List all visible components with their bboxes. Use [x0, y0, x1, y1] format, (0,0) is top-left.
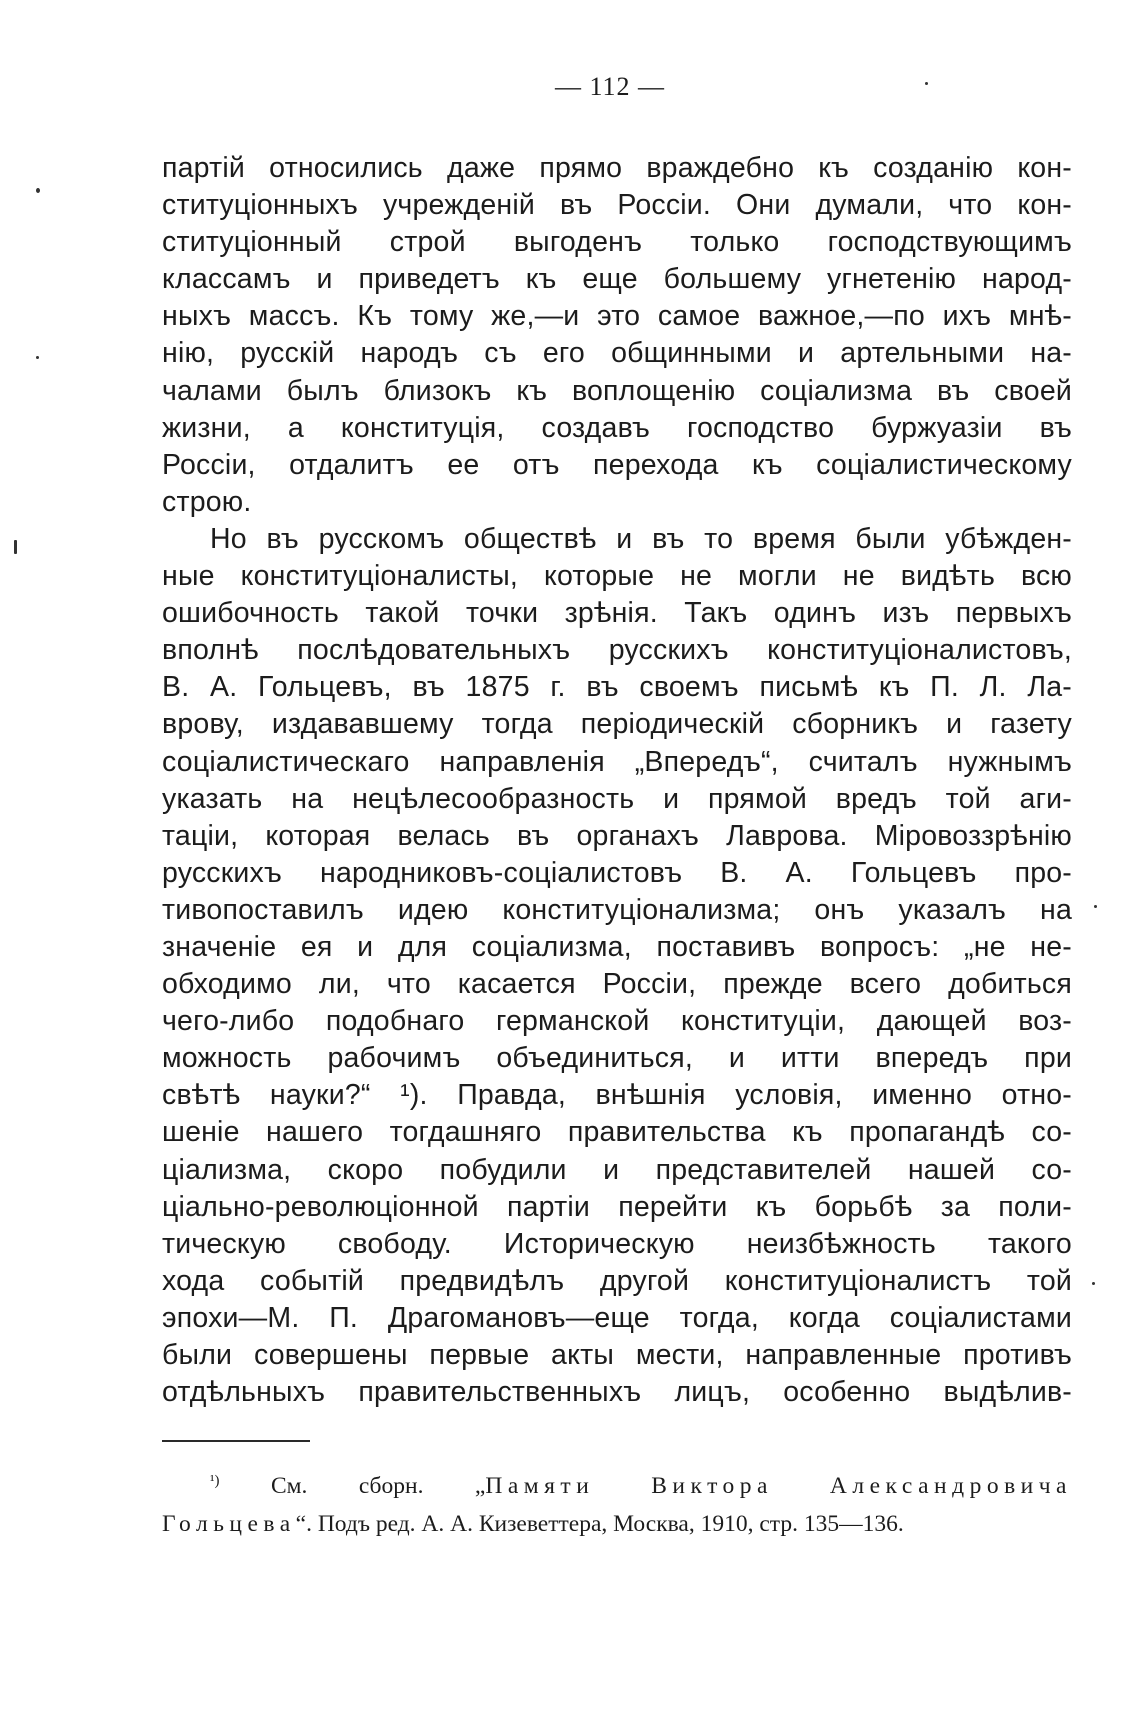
scan-speck: [14, 540, 17, 554]
text-line: В. А. Гольцевъ, въ 1875 г. въ своемъ письмѣ къ П. Л. Ла-: [162, 671, 1072, 704]
text-line: шеніе нашего тогдашняго правительства къ пропагандѣ со-: [162, 1116, 1072, 1149]
text-line: партій относились даже прямо враждебно къ созданію кон-: [162, 152, 1072, 184]
text-line: Но въ русскомъ обществѣ и въ то время были убѣжден-: [210, 522, 1072, 555]
text-line: чего-либо подобнаго германской конституціи, дающей воз-: [162, 1005, 1072, 1038]
page-number: — 112 —: [554, 72, 666, 101]
text-line: чалами былъ близокъ къ воплощенію соціализма въ своей: [162, 374, 1072, 407]
footnote-rest: “. Подъ ред. А. А. Кизеветтера, Москва, 1910, стр. 135—136.: [295, 1511, 904, 1537]
footnote-divider: [162, 1440, 310, 1442]
text-line: ституціонныхъ учрежденій въ Россіи. Они думали, что кон-: [162, 189, 1072, 222]
text-line: тическую свободу. Историческую неизбѣжность такого: [162, 1227, 1072, 1260]
paragraph-1: [162, 150, 1072, 521]
text-line: нію, русскій народъ съ его общинными и артельными на-: [162, 337, 1072, 370]
text-line: хода событій предвидѣлъ другой конституціоналистъ той: [162, 1264, 1072, 1297]
text-line: русскихъ народниковъ-соціалистовъ В. А. Гольцевъ про-: [162, 856, 1072, 889]
text-line: таціи, которая велась въ органахъ Лаврова. Міровоззрѣнію: [162, 819, 1072, 852]
text-line: ституціонный строй выгоденъ только господствующимъ: [162, 226, 1072, 259]
text-line: ошибочность такой точки зрѣнія. Такъ одинъ изъ первыхъ: [162, 597, 1072, 630]
text-line: тивопоставилъ идею конституціонализма; онъ указалъ на: [162, 893, 1072, 926]
footnote-title-part-1: Памяти Виктора Александровича: [485, 1473, 1072, 1499]
text-line: отдѣльныхъ правительственныхъ лицъ, особенно выдѣлив-: [162, 1376, 1072, 1409]
text-line: ные конституціоналисты, которые не могли не видѣть всю: [162, 560, 1072, 593]
text-line: ціально-революціонной партіи перейти къ борьбѣ за поли-: [162, 1190, 1072, 1223]
text-line: эпохи—М. П. Драгомановъ—еще тогда, когда соціалистами: [162, 1301, 1072, 1334]
text-line: соціалистическаго направленія „Впередъ“, считалъ нужнымъ: [162, 745, 1072, 778]
footnote-block: [162, 1462, 1072, 1543]
text-line: вполнѣ послѣдовательныхъ русскихъ конституціоналистовъ,: [162, 634, 1072, 667]
scan-speck: [36, 356, 39, 359]
text-line: значеніе ея и для соціализма, поставивъ вопросъ: „не не-: [162, 930, 1072, 963]
footnote-title-part-2: Гольцева: [162, 1511, 296, 1537]
paragraph-2: [162, 521, 1072, 1411]
text-line: были совершены первые акты мести, направленные противъ: [162, 1339, 1072, 1371]
body-text: [162, 150, 1072, 1411]
text-line: указать на нецѣлесообразность и прямой вредъ той аги-: [162, 782, 1072, 815]
footnote-mark: ¹): [210, 1473, 220, 1489]
footnote-line-2: [162, 1505, 1072, 1543]
text-line: можность рабочимъ объединиться, и итти впередъ при: [162, 1042, 1072, 1075]
text-line: врову, издававшему тогда періодическій сборникъ и газету: [162, 708, 1072, 741]
footnote-line-1: [162, 1462, 1072, 1505]
scan-speck: [925, 82, 928, 85]
scan-speck: [1092, 1282, 1095, 1285]
text-line: классамъ и приведетъ къ еще большему угнетенію народ-: [162, 263, 1072, 296]
text-line: обходимо ли, что касается Россіи, прежде всего добиться: [162, 968, 1072, 1001]
scan-speck: [1094, 905, 1097, 908]
text-line: ціализма, скоро побудили и представителей нашей со-: [162, 1153, 1072, 1186]
text-line: свѣтѣ науки?“ ¹). Правда, внѣшнія условія, именно отно-: [162, 1079, 1072, 1112]
text-line: жизни, а конституція, создавъ господство буржуазіи въ: [162, 411, 1072, 444]
text-line: Россіи, отдалитъ ее отъ перехода къ соціалистическому: [162, 448, 1072, 481]
scan-speck: [36, 188, 40, 193]
text-line: ныхъ массъ. Къ тому же,—и это самое важное,—по ихъ мнѣ-: [162, 300, 1072, 333]
footnote-intro: См. сборн. „: [270, 1473, 486, 1499]
text-line: строю.: [162, 485, 252, 518]
